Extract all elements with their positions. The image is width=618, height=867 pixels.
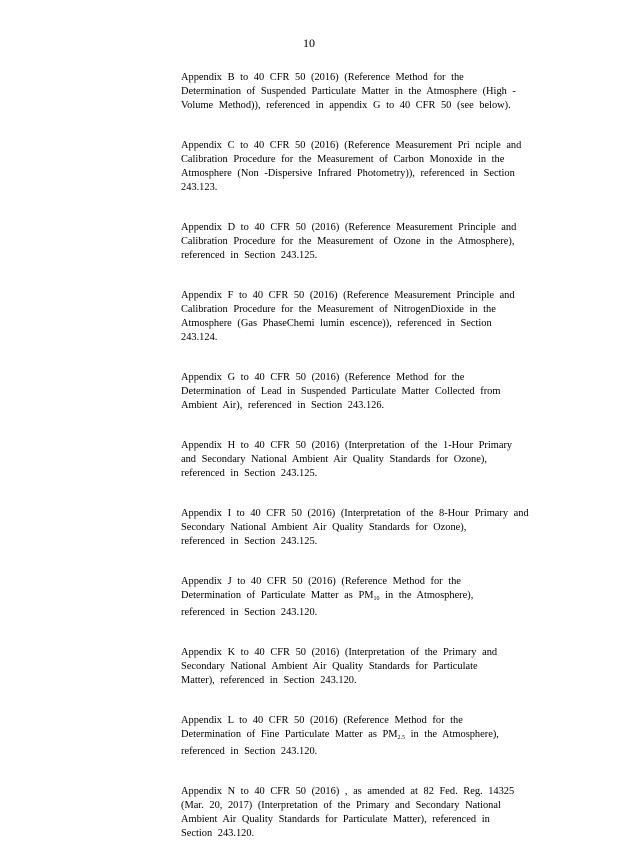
entry-line: Atmosphere (Gas PhaseChemi lumin escence)), referenced in Section [181,318,492,329]
entry-line: Secondary National Ambient Air Quality Standards for Particulate [181,661,478,672]
appendix-entry [181,575,533,620]
entry-line: Section 243.120. [181,828,255,839]
entry-line: referenced in Section 243.125. [181,468,318,479]
entry-line: Determination of Fine Particulate Matter as $PM_{2.5}$ in the Atmosphere), [181,729,499,741]
entry-line: 243.123. [181,182,218,193]
entry-line: Appendix D to 40 CFR 50 (2016) (Reference Measurement Principle and [181,222,517,233]
entry-line: referenced in Section 243.125. [181,536,318,547]
page-number: 10 [303,36,315,50]
appendix-entry [181,139,533,195]
entry-line: referenced in Section 243.120. [181,607,318,618]
appendix-entry [181,289,533,345]
entry-line: Calibration Procedure for the Measurement of Carbon Monoxide in the [181,154,505,165]
entry-line: Appendix J to 40 CFR 50 (2016) (Reference Method for the [181,576,461,587]
entry-line: Appendix G to 40 CFR 50 (2016) (Reference Method for the [181,372,465,383]
entry-line: Atmosphere (Non -Dispersive Infrared Photometry)), referenced in Section [181,168,515,179]
entry-line: Appendix H to 40 CFR 50 (2016) (Interpretation of the 1-Hour Primary [181,440,513,451]
appendix-entry [181,646,533,688]
entry-line: Appendix I to 40 CFR 50 (2016) (Interpretation of the 8-Hour Primary and [181,508,529,519]
subscript: 10 [373,596,380,602]
appendix-entry [181,439,533,481]
appendix-entry [181,221,533,263]
entry-line: Appendix K to 40 CFR 50 (2016) (Interpretation of the Primary and [181,647,498,658]
entry-line: 243.124. [181,332,218,343]
entry-line: referenced in Section 243.125. [181,250,318,261]
entry-line: Appendix L to 40 CFR 50 (2016) (Reference Method for the [181,715,463,726]
entry-line: (Mar. 20, 2017) (Interpretation of the Primary and Secondary National [181,800,501,811]
subscript: 2.5 [397,735,406,741]
entry-line: Ambient Air Quality Standards for Particulate Matter), referenced in [181,814,490,825]
entry-line: Appendix C to 40 CFR 50 (2016) (Reference Measurement Pri nciple and [181,140,522,151]
appendix-entry [181,714,533,759]
entry-line: Determination of Particulate Matter as $PM_{10}$ in the Atmosphere), [181,590,474,602]
entry-line: Secondary National Ambient Air Quality Standards for Ozone), [181,522,467,533]
entry-line: Appendix F to 40 CFR 50 (2016) (Reference Measurement Principle and [181,290,515,301]
document-body [181,71,533,867]
appendix-entry [181,371,533,413]
entry-line: Matter), referenced in Section 243.120. [181,675,357,686]
entry-line: Volume Method)), referenced in appendix G to 40 CFR 50 (see below). [181,100,511,111]
entry-line: Determination of Suspended Particulate Matter in the Atmosphere (High - [181,86,516,97]
appendix-entry [181,71,533,113]
entry-line: Appendix N to 40 CFR 50 (2016) , as amended at 82 Fed. Reg. 14325 [181,786,515,797]
entry-line: Determination of Lead in Suspended Particulate Matter Collected from [181,386,501,397]
entry-line: Calibration Procedure for the Measurement of NitrogenDioxide in the [181,304,496,315]
appendix-entry [181,507,533,549]
entry-line: referenced in Section 243.120. [181,746,318,757]
entry-line: Calibration Procedure for the Measurement of Ozone in the Atmosphere), [181,236,515,247]
entry-line: and Secondary National Ambient Air Quality Standards for Ozone), [181,454,487,465]
appendix-entry [181,785,533,841]
entry-line: Ambient Air), referenced in Section 243.126. [181,400,385,411]
entry-line: Appendix B to 40 CFR 50 (2016) (Reference Method for the [181,72,464,83]
